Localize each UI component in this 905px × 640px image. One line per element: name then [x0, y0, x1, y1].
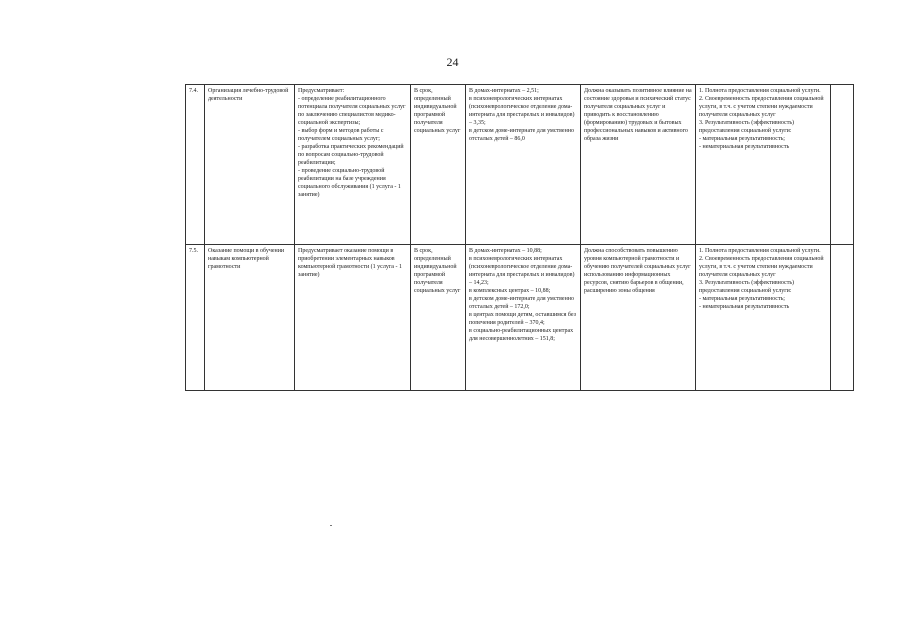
table-row [186, 245, 854, 391]
table-row [186, 85, 854, 245]
services-table [185, 84, 854, 391]
service-term: В срок, определенный индивидуальной программой получателя социальных услуг [414, 248, 461, 294]
service-extra-cell [831, 245, 854, 391]
service-name: Организация лечебно-трудовой деятельности [208, 88, 289, 102]
service-norms: В домах-интернатах – 10,88; в психоневрологических интернатах (психоневрологическое отделение дома-интерната для престарелых и инвалидов) – 14,23; в комплексных центрах – 10,88; в детском доме-интернате для умственно отсталых детей – 172,0; в центрах помощи детям, оставшимся без попечения родителей – 370,4; в социально-реабилитационных центрах для несовершеннолетних – 151,8; [469, 248, 576, 342]
service-conditions: Должна оказывать позитивное влияние на состояние здоровья и психический статус получателя социальных услуг и приводить к восстановлению (формированию) трудовых и бытовых профессиональных навыков и активного образа жизни [584, 88, 692, 142]
service-description: Предусматривает: - определение реабилитационного потенциала получателя социальных услуг по заключению специалистов медико-социальной экспертизы; - выбор форм и методов работы с получателем социальных услуг; - разработка практических рекомендаций по вопросам социально-трудовой реабилитации; - проведение социально-трудовой реабилитации на базе учреждения социального обслуживания (1 услуга - 1 занятие) [298, 88, 406, 198]
service-term-cell [411, 245, 466, 391]
service-indicators-cell [696, 245, 831, 391]
service-name-cell [205, 245, 295, 391]
service-norms-cell [466, 85, 581, 245]
service-conditions-cell [581, 245, 696, 391]
row-number: 7.4. [189, 88, 198, 94]
service-description: Предусматривает оказание помощи в приобретении элементарных навыков компьютерной грамотности (1 услуга - 1 занятие) [298, 248, 402, 278]
service-conditions-cell [581, 85, 696, 245]
service-name-cell [205, 85, 295, 245]
service-extra-cell [831, 85, 854, 245]
service-indicators: 1. Полнота предоставления социальной услуги. 2. Своевременность предоставления социальной услуги, в т.ч. с учетом степени нуждаемости получателя социальных услуг 3. Результативность (эффективность) предоставления социальной услуги: - материальная результативность; - нематериальная результативность [699, 248, 824, 310]
service-term: В срок, определенный индивидуальной программой получателя социальных услуг [414, 88, 461, 134]
service-indicators: 1. Полнота предоставления социальной услуги. 2. Своевременность предоставления социальной услуги, в т.ч. с учетом степени нуждаемости получателя социальных услуг 3. Результативность (эффективность) предоставления социальной услуги: - материальная результативность; - нематериальная результативность [699, 88, 824, 150]
service-description-cell [295, 245, 411, 391]
row-number-cell [186, 85, 205, 245]
scan-speck [330, 525, 332, 526]
service-description-cell [295, 85, 411, 245]
row-number-cell [186, 245, 205, 391]
row-number: 7.5. [189, 248, 198, 254]
service-norms-cell [466, 245, 581, 391]
page-number: 24 [446, 55, 459, 69]
service-norms: В домах-интернатах – 2,51; в психоневрологических интернатах (психоневрологическое отделение дома-интерната для престарелых и инвалидов) – 3,35; в детском доме-интернате для умственно отсталых детей – 86,0 [469, 88, 575, 142]
service-term-cell [411, 85, 466, 245]
service-conditions: Должна способствовать повышению уровня компьютерной грамотности и обучению получателей социальных услуг использованию информационных ресурсов, снятию барьеров в общении, расширению зоны общения [584, 248, 691, 294]
service-indicators-cell [696, 85, 831, 245]
service-name: Оказание помощи в обучении навыкам компьютерной грамотности [208, 248, 285, 270]
